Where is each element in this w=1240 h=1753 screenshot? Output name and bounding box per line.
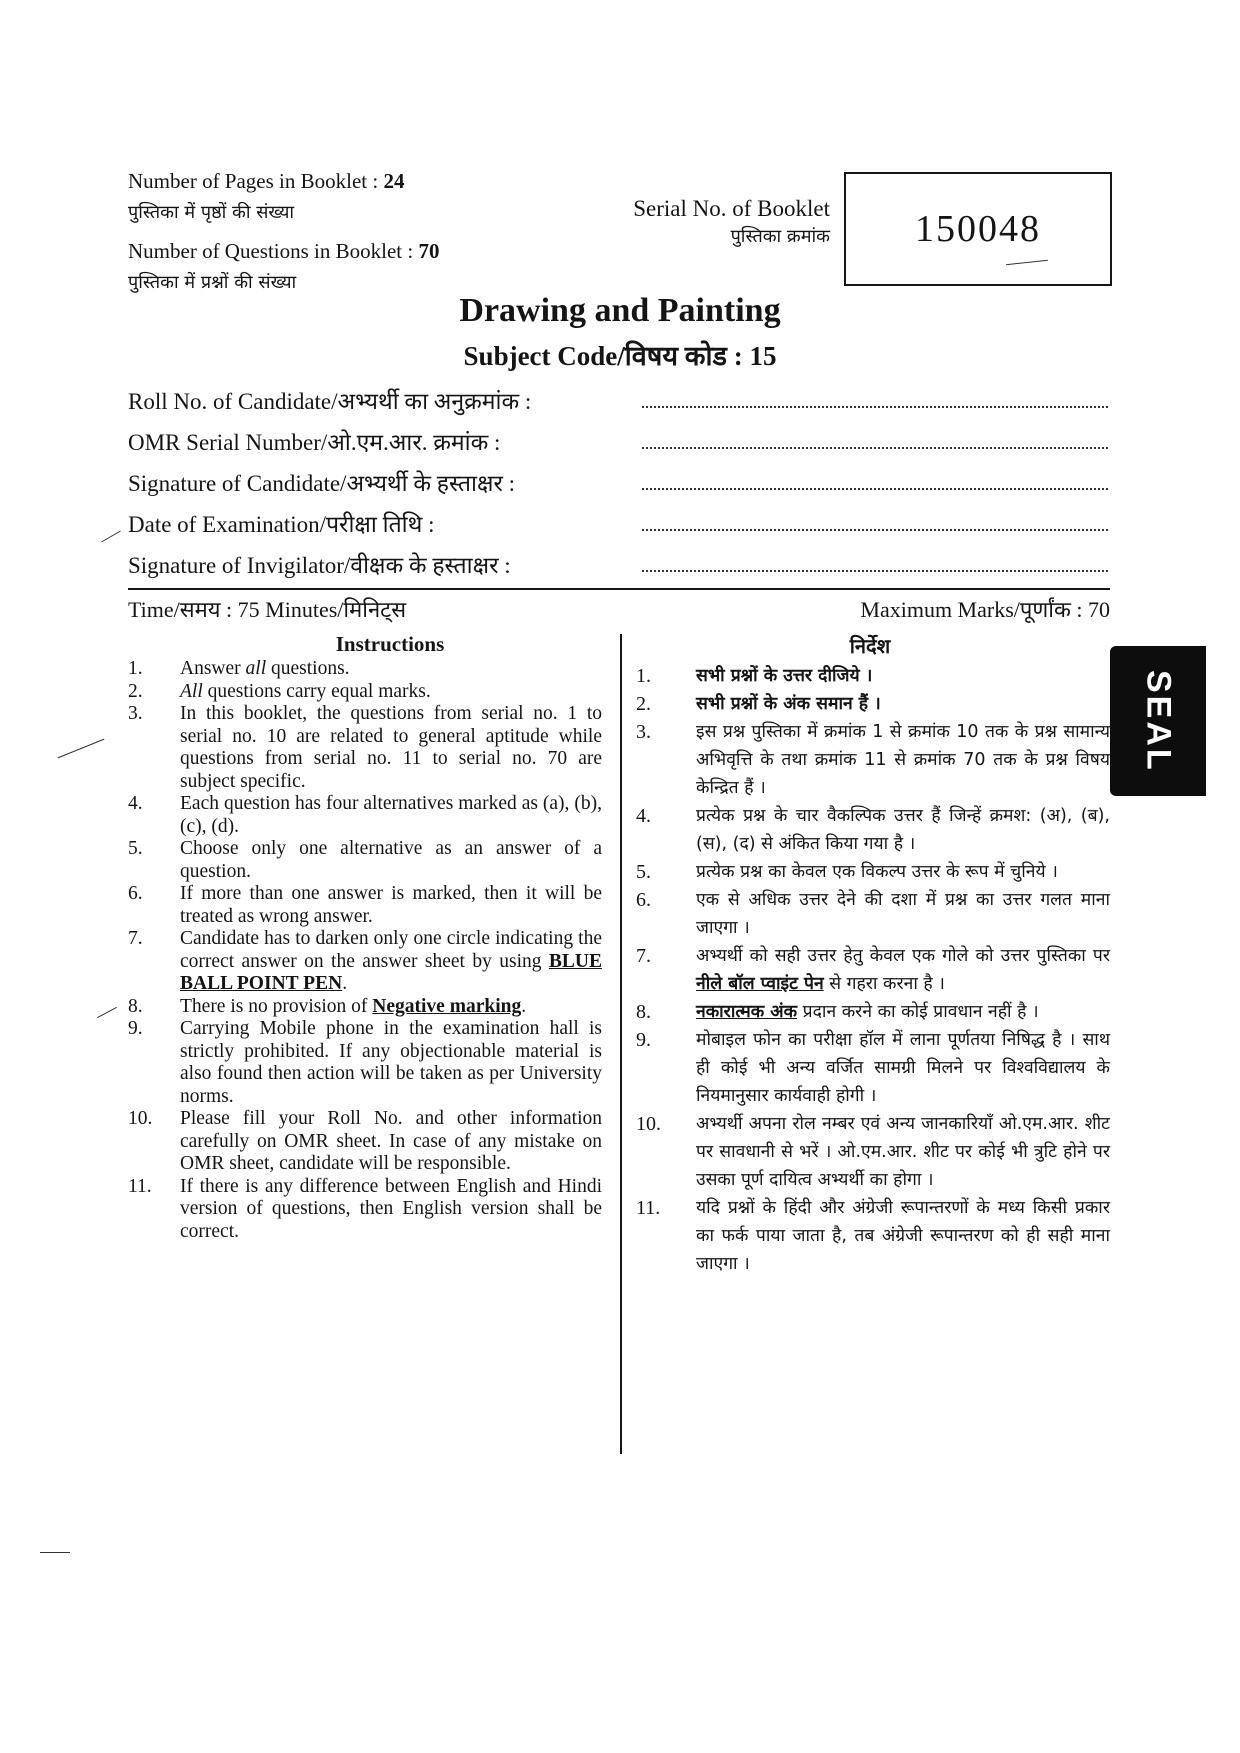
column-divider <box>620 634 622 1454</box>
instruction-number: 5. <box>636 861 651 883</box>
field-input-line[interactable] <box>642 384 1108 408</box>
seal-label: SEAL <box>1139 669 1178 773</box>
instruction-number: 11. <box>636 1197 661 1219</box>
instruction-item-hindi <box>636 1110 1110 1194</box>
text-part: There is no provision of <box>180 995 373 1017</box>
instruction-item-hindi <box>636 690 1110 718</box>
instruction-text: If more than one answer is marked, then it will be treated as wrong answer. <box>180 883 602 927</box>
text-emphasis: Negative marking <box>372 995 522 1017</box>
pages-count-value: 24 <box>383 169 405 193</box>
instruction-text <box>180 681 602 704</box>
instruction-text <box>696 998 1110 1026</box>
field-label: Signature of Invigilator/वीक्षक के हस्ताक्षर : <box>128 553 511 578</box>
serial-number-label: Serial No. of Booklet <box>633 196 830 221</box>
text-emphasis: all <box>245 658 267 679</box>
instruction-text: सभी प्रश्नों के अंक समान हैं । <box>696 694 881 714</box>
instruction-text: इस प्रश्न पुस्तिका में क्रमांक 1 से क्रमांक 10 तक के प्रश्न सामान्य अभिवृत्ति के तथा क्रमांक 11 से क्रमांक 70 तक के प्रश्न विषय केन्द्रित हैं । <box>696 722 1110 798</box>
instruction-number: 11. <box>128 1175 152 1197</box>
instruction-number: 5. <box>128 838 143 859</box>
instruction-text: Please fill your Roll No. and other information carefully on OMR sheet. In case of any mistake on OMR sheet, candidate will be responsible. <box>180 1108 602 1174</box>
instruction-item <box>128 1018 602 1108</box>
serial-number-label-hindi: पुस्तिका क्रमांक <box>730 226 830 247</box>
field-input-line[interactable] <box>642 466 1108 490</box>
field-exam-date <box>128 507 1108 548</box>
instruction-number: 4. <box>636 805 651 827</box>
instruction-item <box>128 793 602 838</box>
serial-number-value: 150048 <box>915 208 1041 250</box>
text-part: Answer <box>180 658 246 679</box>
instruction-number: 10. <box>128 1108 153 1129</box>
instruction-item-hindi <box>636 858 1110 886</box>
instruction-number: 6. <box>636 889 651 911</box>
instruction-number: 2. <box>636 693 651 715</box>
instruction-number: 7. <box>636 945 651 967</box>
text-part: Candidate has to darken only one circle indicating the correct answer on the answer sheet by using <box>180 928 602 972</box>
instruction-text: If there is any difference between English and Hindi version of questions, then English version shall be correct. <box>180 1175 602 1242</box>
instruction-number: 8. <box>128 995 143 1017</box>
pen-mark <box>97 1007 117 1018</box>
instruction-item-hindi <box>636 802 1110 858</box>
seal-tab[interactable] <box>1110 646 1206 796</box>
field-label: Signature of Candidate/अभ्यर्थी के हस्ताक्षर : <box>128 471 516 496</box>
field-input-line[interactable] <box>642 548 1108 572</box>
instructions-heading: Instructions <box>335 632 445 656</box>
instruction-number: 2. <box>128 680 143 702</box>
instruction-text: सभी प्रश्नों के उत्तर दीजिये । <box>696 666 873 686</box>
field-omr-serial <box>128 425 1108 466</box>
instruction-text <box>180 928 602 996</box>
exam-duration: Time/समय : 75 Minutes/मिनिट्स <box>128 597 407 622</box>
field-invigilator-signature <box>128 548 1108 589</box>
text-part: . <box>521 995 527 1017</box>
instruction-text: मोबाइल फोन का परीक्षा हॉल में लाना पूर्णतया निषिद्ध है । साथ ही कोई भी अन्य वर्जित सामग्री मिलने पर विश्वविद्यालय के नियमानुसार कार्यवाही होगी । <box>696 1030 1110 1106</box>
text-part: questions carry equal marks. <box>202 680 431 702</box>
instruction-text: In this booklet, the questions from serial no. 1 to serial no. 10 are related to general aptitude while questions from serial no. 11 to serial no. 70 are subject specific. <box>180 703 602 792</box>
instruction-item <box>128 658 602 681</box>
instruction-item-hindi <box>636 1194 1110 1278</box>
text-emphasis: All <box>180 680 203 702</box>
candidate-fields <box>128 384 1108 589</box>
instruction-text: Choose only one alternative as an answer of a question. <box>180 838 602 882</box>
instructions-list-english <box>128 658 602 1243</box>
instruction-number: 10. <box>636 1113 661 1135</box>
instruction-text <box>180 996 602 1019</box>
maximum-marks: Maximum Marks/पूर्णांक : 70 <box>860 597 1110 622</box>
text-emphasis: BLUE BALL POINT PEN <box>180 950 602 994</box>
instruction-item-hindi <box>636 718 1110 802</box>
text-part: questions. <box>266 658 350 679</box>
text-part: . <box>342 973 348 994</box>
pages-count-line-hindi <box>128 196 294 228</box>
section-divider <box>128 588 1110 590</box>
instruction-item <box>128 1176 602 1244</box>
field-roll-number <box>128 384 1108 425</box>
field-label: Date of Examination/परीक्षा तिथि : <box>128 512 435 537</box>
pen-mark <box>58 739 105 759</box>
text-emphasis: नकारात्मक अंक <box>696 1002 798 1022</box>
instruction-item-hindi <box>636 886 1110 942</box>
instruction-number: 4. <box>128 793 143 814</box>
instruction-item <box>128 838 602 883</box>
instruction-item <box>128 681 602 704</box>
instruction-text <box>180 658 602 681</box>
instruction-text: यदि प्रश्नों के हिंदी और अंग्रेजी रूपान्तरणों के मध्य किसी प्रकार का फर्क पाया जाता है, तब अंग्रेजी रूपान्तरण को ही सही माना जाएगा । <box>696 1198 1110 1274</box>
questions-count-value: 70 <box>418 239 440 263</box>
subject-title: Drawing and Painting <box>459 292 781 329</box>
instruction-item-hindi <box>636 998 1110 1026</box>
instruction-item-hindi <box>636 1026 1110 1110</box>
pen-mark <box>40 1552 70 1553</box>
instruction-item <box>128 883 602 928</box>
questions-count-line <box>128 236 439 266</box>
field-label: OMR Serial Number/ओ.एम.आर. क्रमांक : <box>128 430 501 455</box>
text-part: अभ्यर्थी को सही उत्तर हेतु केवल एक गोले को उत्तर पुस्तिका पर <box>696 946 1110 966</box>
instruction-item <box>128 928 602 996</box>
subject-code: Subject Code/विषय कोड : 15 <box>463 341 777 371</box>
instruction-item <box>128 703 602 793</box>
pages-count-line <box>128 166 404 196</box>
serial-number-box <box>844 172 1112 286</box>
field-label: Roll No. of Candidate/अभ्यर्थी का अनुक्रमांक : <box>128 389 532 414</box>
pages-count-label: Number of Pages in Booklet : <box>128 169 384 193</box>
text-part: प्रदान करने का कोई प्रावधान नहीं है । <box>797 1002 1039 1022</box>
instruction-number: 3. <box>636 721 651 743</box>
instruction-number: 1. <box>636 665 651 687</box>
instruction-number: 7. <box>128 928 143 949</box>
instructions-heading-hindi: निर्देश <box>849 634 891 658</box>
instruction-item-hindi <box>636 662 1110 690</box>
instruction-text: एक से अधिक उत्तर देने की दशा में प्रश्न का उत्तर गलत माना जाएगा । <box>696 890 1110 938</box>
questions-count-label: Number of Questions in Booklet : <box>128 239 419 263</box>
instruction-text: अभ्यर्थी अपना रोल नम्बर एवं अन्य जानकारियाँ ओ.एम.आर. शीट पर सावधानी से भरें । ओ.एम.आर. शीट पर कोई भी त्रुटि होने पर उसका पूर्ण दायित्व अभ्यर्थी का होगा । <box>696 1114 1110 1190</box>
pen-mark <box>101 531 121 543</box>
questions-count-label-hindi: पुस्तिका में प्रश्नों की संख्या <box>128 272 297 293</box>
instruction-number: 6. <box>128 883 143 904</box>
instruction-text: प्रत्येक प्रश्न के चार वैकल्पिक उत्तर हैं जिन्हें क्रमश: (अ), (ब), (स), (द) से अंकित किया गया है । <box>696 806 1110 854</box>
instruction-text: प्रत्येक प्रश्न का केवल एक विकल्प उत्तर के रूप में चुनिये । <box>696 862 1058 882</box>
instruction-item <box>128 996 602 1019</box>
instruction-item-hindi <box>636 942 1110 998</box>
instruction-number: 9. <box>128 1018 143 1039</box>
instruction-number: 8. <box>636 1001 651 1023</box>
instruction-text: Each question has four alternatives marked as (a), (b), (c), (d). <box>180 793 602 837</box>
field-input-line[interactable] <box>642 507 1108 531</box>
instruction-item <box>128 1108 602 1176</box>
instructions-list-hindi <box>636 662 1110 1278</box>
field-input-line[interactable] <box>642 425 1108 449</box>
instruction-number: 1. <box>128 658 143 679</box>
pages-count-label-hindi: पुस्तिका में पृष्ठों की संख्या <box>128 202 295 223</box>
field-candidate-signature <box>128 466 1108 507</box>
instruction-number: 9. <box>636 1029 651 1051</box>
text-emphasis: नीले बॉल प्वाइंट पेन <box>696 974 824 994</box>
text-part: से गहरा करना है । <box>823 974 945 994</box>
instruction-text <box>696 942 1110 998</box>
instruction-number: 3. <box>128 703 143 724</box>
instruction-text: Carrying Mobile phone in the examination hall is strictly prohibited. If any objectionable material is also found then action will be taken as per University norms. <box>180 1018 602 1107</box>
